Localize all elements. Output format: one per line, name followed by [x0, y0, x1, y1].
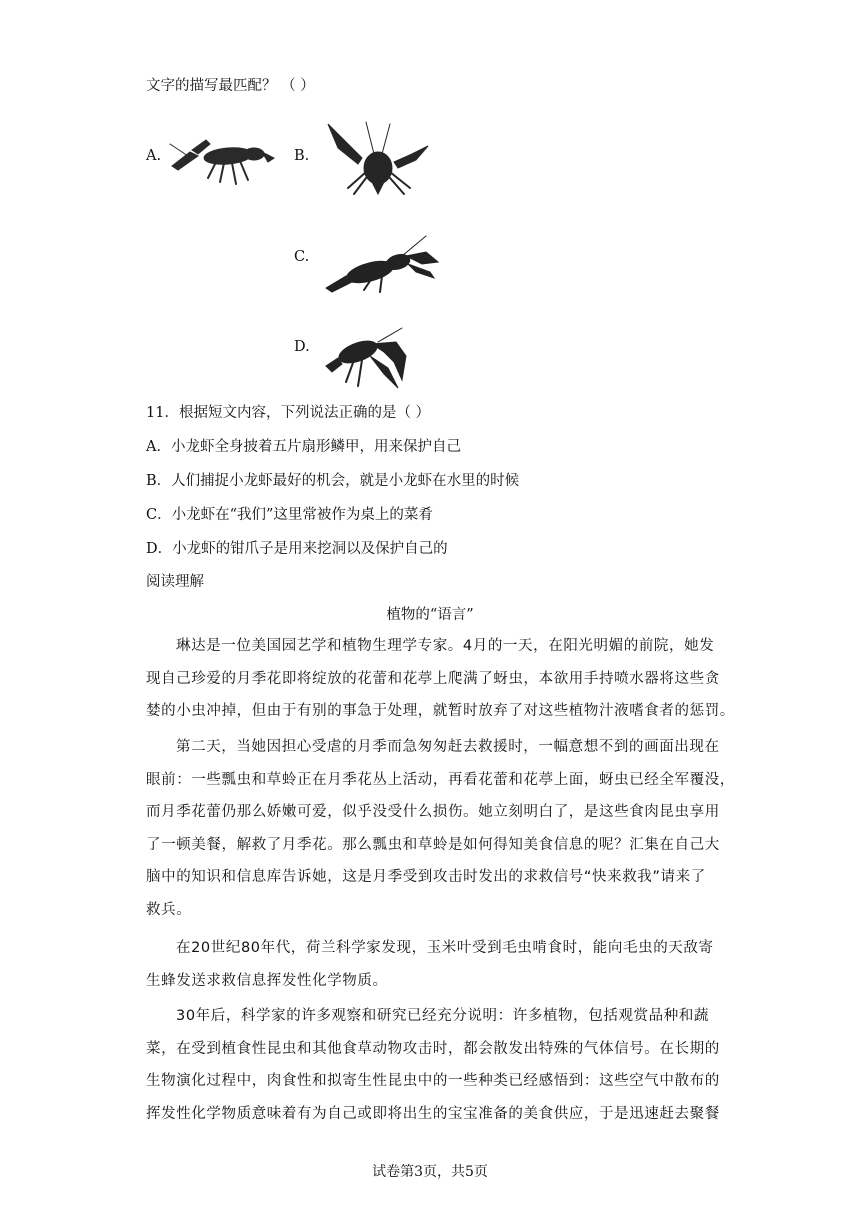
article-paragraph-2 [146, 731, 735, 926]
paragraph-line: 现自己珍爱的月季花即将绽放的花蕾和花葶上爬满了蚜虫，本欲用手持喷水器将这些贪 [146, 670, 720, 687]
question-11-option-b: B．人们捕捉小龙虾最好的机会，就是小龙虾在水里的时候 [146, 473, 520, 489]
article-paragraph-3 [146, 932, 714, 997]
question-11-option-c: C．小龙虾在“我们”这里常被作为桌上的菜肴 [146, 507, 433, 523]
paragraph-line: 而月季花蕾仍那么娇嫩可爱，似乎没受什么损伤。她立刻明白了，是这些食肉昆虫享用 [146, 804, 720, 820]
page-footer: 试卷第3页，共5页 [372, 1164, 488, 1180]
crayfish-side-view-icon [168, 126, 278, 192]
crayfish-claws-up-icon [318, 322, 414, 390]
article-paragraph-1 [146, 630, 735, 728]
paragraph-line: 挥发性化学物质意味着有为自己或即将出生的宝宝准备的美食供应，于是迅速赶去聚餐 [146, 1105, 720, 1122]
crayfish-side-view-icon [322, 232, 440, 294]
article-paragraph-4 [146, 1000, 720, 1130]
paragraph-line: 生蜂发送求救信息挥发性化学物质。 [146, 972, 388, 989]
paragraph-line: 了一顿美餐，解救了月季花。那么瓢虫和草蛉是如何得知美食信息的呢？汇集在自己大 [146, 836, 720, 853]
paragraph-line: 在20世纪80年代，荷兰科学家发现，玉米叶受到毛虫啃食时，能向毛虫的天敌寄 [176, 940, 714, 956]
section-heading: 阅读理解 [146, 574, 204, 590]
paragraph-line: 第二天，当她因担心受虐的月季而急匆匆赶去救援时，一幅意想不到的画面出现在 [176, 739, 720, 755]
paragraph-line: 婪的小虫冲掉，但由于有别的事急于处理，就暂时放弃了对这些植物汁液嗜食者的惩罚。 [146, 703, 735, 719]
paragraph-line: 救兵。 [146, 901, 192, 918]
article-title: 植物的“语言” [386, 607, 474, 623]
paragraph-line: 30年后，科学家的许多观察和研究已经充分说明：许多植物，包括观赏品种和蔬 [176, 1008, 710, 1024]
option-c-label: C. [294, 249, 310, 265]
question-11-stem: 11．根据短文内容，下列说法正确的是（ ） [146, 405, 431, 421]
question-text: 文字的描写最匹配？ （ ） [146, 78, 315, 94]
option-b-label: B. [294, 148, 310, 164]
paragraph-line: 生物演化过程中，肉食性和拟寄生性昆虫中的一些种类已经感悟到：这些空气中散布的 [146, 1073, 720, 1089]
paragraph-line: 琳达是一位美国园艺学和植物生理学专家。4月的一天，在阳光明媚的前院，她发 [176, 638, 715, 654]
question-11-option-d: D．小龙虾的钳爪子是用来挖洞以及保护自己的 [146, 541, 448, 557]
paragraph-line: 菜，在受到植食性昆虫和其他食草动物攻击时，都会散发出特殊的气体信号。在长期的 [146, 1040, 720, 1057]
crayfish-top-view-icon [318, 118, 442, 196]
paragraph-line: 脑中的知识和信息库告诉她，这是月季受到攻击时发出的求救信号“快来救我”请来了 [146, 869, 706, 885]
option-a-label: A. [146, 148, 162, 164]
option-d-label: D. [294, 339, 310, 355]
question-11-option-a: A．小龙虾全身披着五片扇形鳞甲，用来保护自己 [146, 439, 461, 455]
paragraph-line: 眼前：一些瓢虫和草蛉正在月季花丛上活动，再看花蕾和花葶上面，蚜虫已经全军覆没， [146, 771, 735, 788]
